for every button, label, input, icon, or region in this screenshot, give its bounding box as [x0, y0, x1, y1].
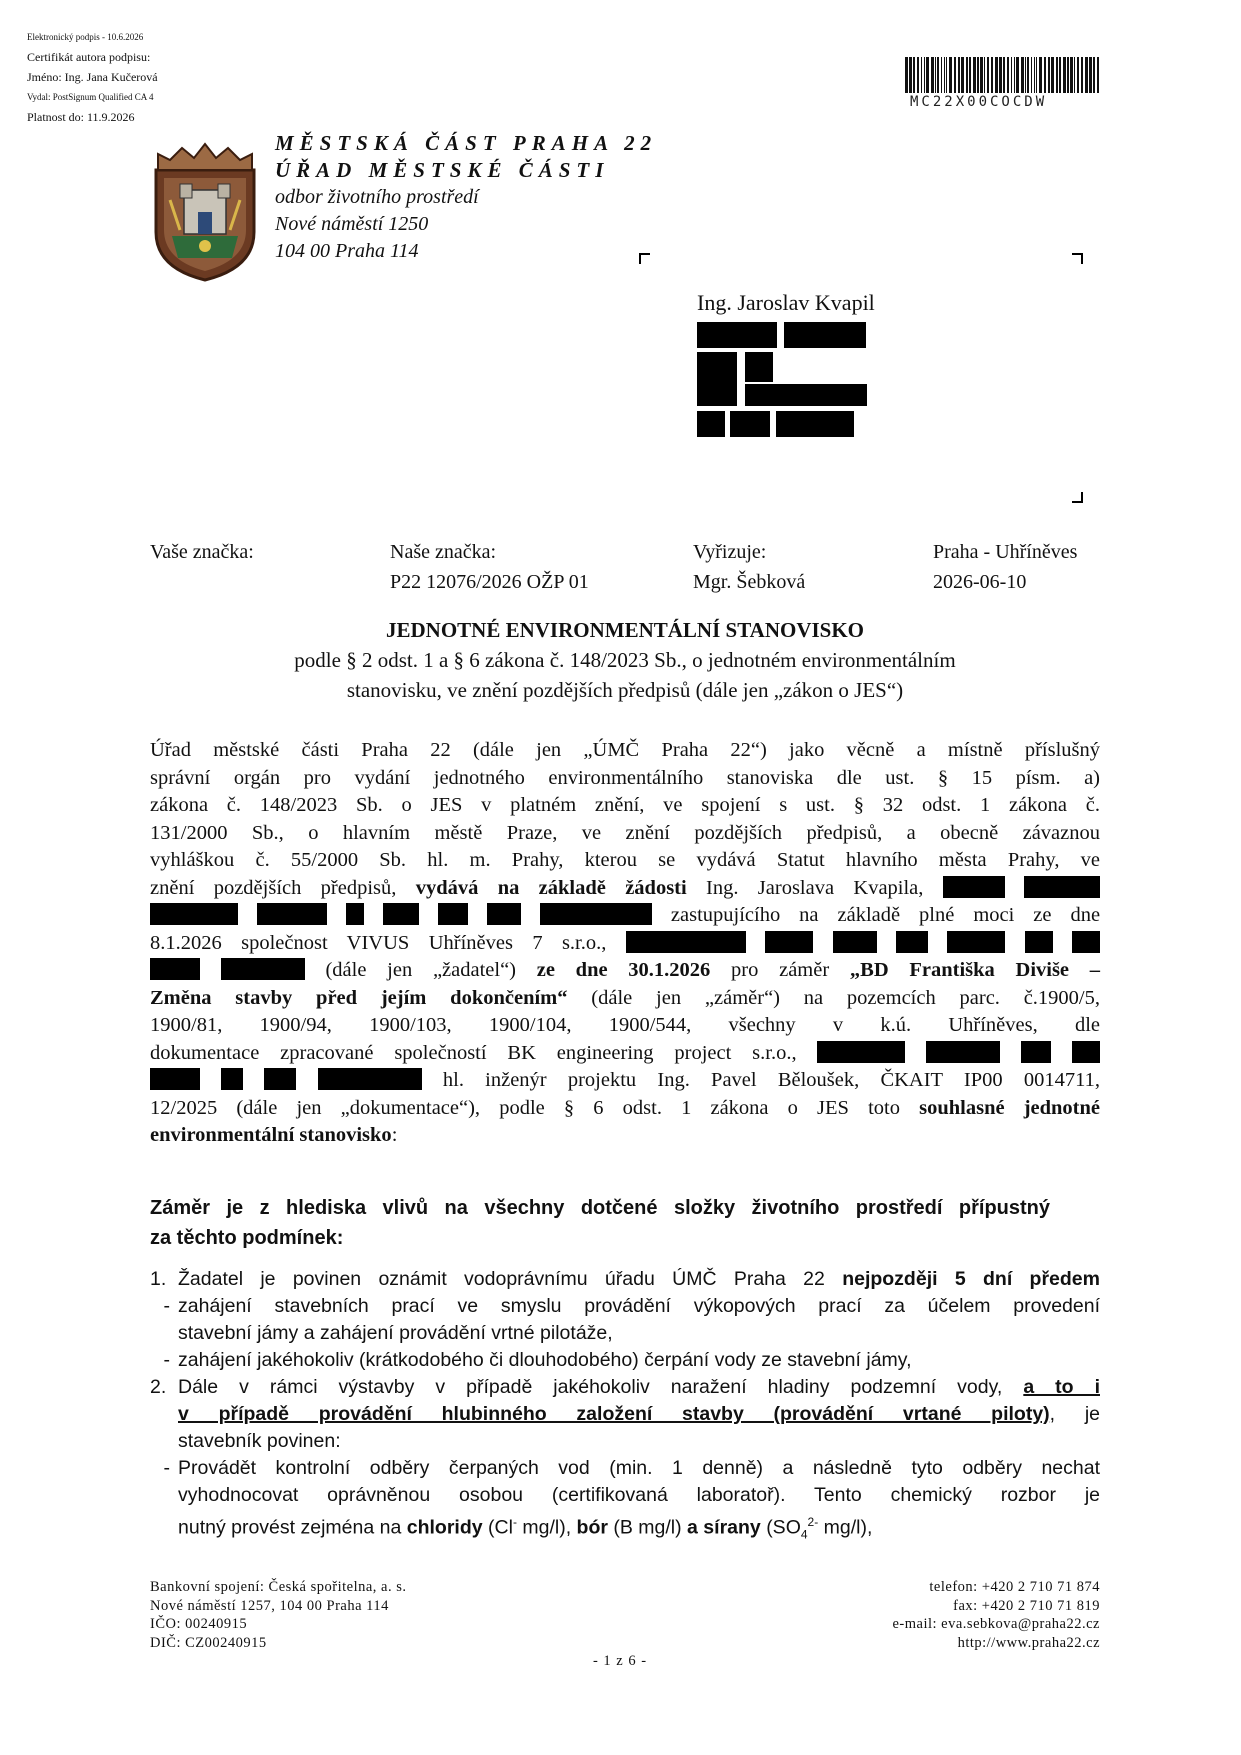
- barcode-bar: [946, 57, 947, 93]
- signature-info: [27, 27, 158, 127]
- body-text: :: [391, 1124, 398, 1146]
- list-item: [150, 1266, 1100, 1293]
- conditions-heading: [150, 1193, 1070, 1253]
- redaction-block: [346, 903, 364, 925]
- barcode: [905, 57, 1100, 93]
- body-line: vyhláškou č. 55/2000 Sb. hl. m. Prahy, kterou se vydává Statut hlavního města Prahy, ve: [150, 849, 1100, 871]
- list-line: [178, 1266, 1100, 1293]
- office-department-name: ÚŘAD MĚSTSKÉ ČÁSTI: [275, 158, 610, 182]
- barcode-bar: [1011, 57, 1012, 93]
- barcode-bar: [1025, 57, 1026, 93]
- barcode-bar: [1063, 57, 1066, 93]
- office-department: odbor životního prostředí: [275, 186, 479, 208]
- your-reference: [150, 537, 254, 567]
- list-text-bold: nejpozději 5 dní předem: [842, 1268, 1100, 1290]
- list-text-bold: chloridy: [406, 1516, 483, 1539]
- body-text: 8.1.2026 společnost VIVUS Uhříněves 7 s.r.o.,: [150, 931, 607, 954]
- barcode-bar: [966, 57, 968, 93]
- barcode-bar: [1074, 57, 1075, 93]
- handled-by-value: Mgr. Šebková: [693, 571, 806, 593]
- body-text-bold: vydává na základě žádosti: [415, 876, 687, 899]
- barcode-bar: [1059, 57, 1061, 93]
- barcode-bar: [958, 57, 960, 93]
- redaction-block: [745, 384, 867, 406]
- barcode-bar: [944, 57, 945, 93]
- redaction-block: [1021, 1041, 1051, 1063]
- barcode-bar: [931, 57, 934, 93]
- redaction-block: [697, 411, 725, 437]
- barcode-bar: [935, 57, 936, 93]
- our-reference-label: Naše značka:: [390, 541, 497, 563]
- coat-of-arms-icon: [150, 140, 260, 282]
- list-line: vyhodnocovat oprávněnou osobou (certifikovaná laboratoř). Tento chemický rozbor je: [178, 1484, 1100, 1506]
- document-title-block: [150, 615, 1100, 705]
- superscript: 2-: [807, 1515, 819, 1529]
- address-window-corner: [639, 253, 650, 264]
- list-item: [150, 1293, 1100, 1347]
- barcode-bar: [921, 57, 922, 93]
- body-text: dokumentace zpracované společností BK engineering project s.r.o.,: [150, 1041, 797, 1064]
- handled-by-label: Vyřizuje:: [693, 541, 767, 563]
- barcode-bar: [987, 57, 989, 93]
- signature-line: Certifikát autora podpisu:: [27, 50, 151, 64]
- body-text: hl. inženýr projektu Ing. Pavel Běloušek, ČKAIT IP00 0014711,: [442, 1069, 1100, 1091]
- footer-web[interactable]: http://www.praha22.cz: [957, 1634, 1100, 1651]
- list-text: (Cl: [488, 1516, 513, 1539]
- list-line: zahájení jakéhokoliv (krátkodobého či dlouhodobého) čerpání vody ze stavební jámy,: [178, 1349, 912, 1371]
- body-line: [150, 902, 1100, 930]
- barcode-bar: [1014, 57, 1015, 93]
- subscript: 4: [800, 1527, 808, 1542]
- body-line: 1900/81, 1900/94, 1900/103, 1900/104, 1900/544, všechny v k.ú. Uhříněves, dle: [150, 1014, 1100, 1036]
- redaction-block: [221, 958, 305, 980]
- list-dash: -: [163, 1295, 170, 1317]
- barcode-bar: [984, 57, 985, 93]
- list-number: 2.: [150, 1376, 167, 1398]
- redaction-block: [626, 931, 746, 953]
- barcode-bar: [1036, 57, 1037, 93]
- redaction-block: [833, 931, 877, 953]
- barcode-bar: [1039, 57, 1042, 93]
- office-street: Nové náměstí 1250: [275, 213, 429, 235]
- barcode-bar: [1003, 57, 1005, 93]
- list-text: nutný provést zejména na: [178, 1516, 402, 1539]
- barcode-bar: [1097, 57, 1099, 93]
- page-number: - 1 z 6 -: [592, 1653, 648, 1669]
- barcode-bar: [954, 57, 956, 93]
- body-line: [150, 985, 1100, 1013]
- redaction-block: [257, 903, 327, 925]
- redaction-block: [1072, 1041, 1100, 1063]
- list-text: , je: [1049, 1403, 1100, 1425]
- conditions-heading-line: za těchto podmínek:: [150, 1227, 344, 1249]
- conditions-heading-line: Záměr je z hlediska vlivů na všechny dotčené složky životního prostředí přípustný: [150, 1197, 1050, 1219]
- list-line: zahájení stavebních prací ve smyslu provádění výkopových prací za účelem provedení: [178, 1295, 1100, 1317]
- document-subtitle-line: podle § 2 odst. 1 a § 6 zákona č. 148/2023 Sb., o jednotném environmentálním: [294, 648, 956, 672]
- list-text-bold: a sírany: [687, 1516, 761, 1539]
- barcode-bar: [1044, 57, 1046, 93]
- body-line: správní orgán pro vydání jednotného environmentálního stanoviska dle ust. § 15 písm. a): [150, 766, 1100, 789]
- office-header: [275, 130, 657, 265]
- list-text: mg/l),: [818, 1516, 873, 1539]
- barcode-bar: [961, 57, 964, 93]
- redaction-block: [540, 903, 652, 925]
- barcode-bar: [926, 57, 929, 93]
- list-line: stavebník povinen:: [178, 1430, 341, 1452]
- redaction-block: [150, 903, 238, 925]
- list-text: (SO: [766, 1516, 801, 1539]
- footer-fax: fax: +420 2 710 71 819: [953, 1597, 1100, 1614]
- barcode-bar: [977, 57, 979, 93]
- list-item: [150, 1374, 1100, 1455]
- footer-dic: DIČ: CZ00240915: [150, 1634, 267, 1651]
- signature-line: Jméno: Ing. Jana Kučerová: [27, 70, 158, 84]
- office-name: MĚSTSKÁ ČÁST PRAHA 22: [275, 131, 658, 155]
- redaction-block: [947, 931, 1005, 953]
- office-city: 104 00 Praha 114: [275, 240, 419, 262]
- barcode-bar: [980, 57, 983, 93]
- body-text-bold: environmentální stanovisko: [150, 1124, 392, 1146]
- body-line: [150, 1040, 1100, 1068]
- document-subtitle-line: stanovisku, ve znění pozdějších předpisů (dále jen „zákon o JES“): [346, 678, 904, 702]
- redaction-block: [765, 931, 813, 953]
- signature-line: Vydal: PostSignum Qualified CA 4: [27, 92, 154, 102]
- body-line: Úřad městské části Praha 22 (dále jen „ÚMČ Praha 22“) jako věcně a místně příslušný: [150, 739, 1100, 761]
- body-line: [150, 930, 1100, 958]
- footer-email[interactable]: e-mail: eva.sebkova@praha22.cz: [892, 1616, 1100, 1632]
- redaction-block: [1072, 931, 1100, 953]
- barcode-bar: [949, 57, 952, 93]
- barcode-bar: [1089, 57, 1092, 93]
- redaction-block: [745, 352, 773, 382]
- list-text-bold: a to i: [1023, 1376, 1100, 1398]
- redaction-block: [221, 1068, 243, 1090]
- barcode-bar: [1067, 57, 1069, 93]
- barcode-bar: [1085, 57, 1088, 93]
- redaction-block: [438, 903, 468, 925]
- body-text: pro záměr: [731, 959, 830, 981]
- body-text: Ing. Jaroslava Kvapila,: [706, 876, 924, 899]
- barcode-bar: [941, 57, 942, 93]
- barcode-bar: [969, 57, 971, 93]
- address-window-corner: [1072, 253, 1083, 264]
- barcode-bar: [1048, 57, 1050, 93]
- address-window-corner: [1072, 492, 1083, 503]
- body-text-bold: souhlasné jednotné: [919, 1096, 1101, 1119]
- body-text: zastupujícího na základě plné moci ze dne: [670, 904, 1101, 926]
- barcode-bar: [999, 57, 1002, 93]
- barcode-bar: [1031, 57, 1032, 93]
- barcode-text: MC22X00COCDW: [910, 94, 1048, 110]
- barcode-bar: [995, 57, 998, 93]
- redaction-block: [697, 322, 777, 348]
- redaction-block: [943, 876, 1005, 898]
- list-text: mg/l),: [516, 1516, 572, 1539]
- redaction-block: [318, 1068, 422, 1090]
- barcode-bar: [924, 57, 925, 93]
- redaction-block: [1024, 876, 1100, 898]
- recipient-name: Ing. Jaroslav Kvapil: [697, 290, 875, 315]
- redaction-block: [896, 931, 928, 953]
- body-text: 12/2025 (dále jen „dokumentace“), podle § 6 odst. 1 zákona o JES toto: [150, 1096, 900, 1119]
- body-text: znění pozdějších předpisů,: [150, 876, 397, 899]
- barcode-bar: [905, 57, 908, 93]
- barcode-bar: [913, 57, 915, 93]
- redaction-block: [776, 411, 854, 437]
- barcode-bar: [909, 57, 912, 93]
- our-reference: [390, 537, 589, 597]
- footer-right: [800, 1578, 1100, 1652]
- barcode-bar: [1070, 57, 1073, 93]
- barcode-bar: [1007, 57, 1009, 93]
- body-text: (dále jen „žadatel“): [325, 959, 517, 981]
- list-text: Žadatel je povinen oznámit vodoprávnímu úřadu ÚMČ Praha 22: [178, 1268, 825, 1290]
- redaction-block: [383, 903, 419, 925]
- barcode-bar: [1027, 57, 1029, 93]
- signature-line: Platnost do: 11.9.2026: [27, 110, 135, 124]
- list-dash: -: [163, 1349, 170, 1371]
- footer-address: Nové náměstí 1257, 104 00 Praha 114: [150, 1597, 389, 1614]
- list-text-bold: bór: [576, 1516, 608, 1539]
- list-line: Provádět kontrolní odběry čerpaných vod (min. 1 denně) a následně tyto odběry nechat: [178, 1457, 1100, 1479]
- redaction-block: [784, 322, 866, 348]
- barcode-bar: [917, 57, 919, 93]
- project-name: „BD Františka Diviše –: [849, 959, 1101, 981]
- barcode-bar: [937, 57, 939, 93]
- body-paragraph: [150, 737, 1100, 1150]
- body-text: (dále jen „záměr“) na pozemcích parc. č.1900/5,: [591, 986, 1101, 1009]
- footer-ico: IČO: 00240915: [150, 1616, 248, 1632]
- list-number: 1.: [150, 1268, 167, 1290]
- redaction-block: [487, 903, 521, 925]
- list-text: Dále v rámci výstavby v případě jakéhokoliv naražení hladiny podzemní vody,: [178, 1376, 1003, 1398]
- signature-line: Elektronický podpis - 10.6.2026: [27, 32, 144, 42]
- conditions-list: [150, 1266, 1100, 1542]
- redaction-block: [926, 1041, 1000, 1063]
- list-text-bold: v případě provádění hlubinného založení stavby (provádění vrtané piloty): [178, 1403, 1050, 1425]
- body-line: zákona č. 148/2023 Sb. o JES v platném znění, ve spojení s ust. § 32 odst. 1 zákona č.: [150, 794, 1100, 816]
- barcode-bar: [1034, 57, 1035, 93]
- date: 2026-06-10: [933, 571, 1027, 593]
- list-text: (B mg/l): [613, 1516, 682, 1539]
- list-item: [150, 1347, 1100, 1374]
- place-date: [933, 537, 1077, 597]
- handled-by: [693, 537, 805, 597]
- barcode-bar: [1016, 57, 1019, 93]
- barcode-bar: [973, 57, 976, 93]
- redaction-block: [817, 1041, 905, 1063]
- project-name: Změna stavby před jejím dokončením“: [150, 986, 568, 1009]
- footer-left: [150, 1578, 407, 1652]
- body-text-bold: ze dne 30.1.2026: [536, 959, 711, 981]
- barcode-bar: [991, 57, 993, 93]
- list-line: [178, 1509, 1100, 1542]
- body-line: [150, 875, 1100, 903]
- list-line: stavební jámy a zahájení provádění vrtné pilotáže,: [178, 1322, 613, 1344]
- body-line: [150, 1067, 1100, 1095]
- barcode-bar: [1051, 57, 1054, 93]
- barcode-bar: [1093, 57, 1095, 93]
- body-line: [150, 1095, 1100, 1123]
- superscript: -: [512, 1515, 517, 1529]
- redaction-block: [730, 411, 770, 437]
- list-item: [150, 1455, 1100, 1542]
- list-dash: -: [163, 1457, 170, 1479]
- document-title: JEDNOTNÉ ENVIRONMENTÁLNÍ STANOVISKO: [385, 618, 865, 642]
- barcode-bar: [1021, 57, 1024, 93]
- barcode-bar: [1077, 57, 1079, 93]
- body-line: [150, 1122, 1100, 1150]
- redaction-block: [697, 352, 737, 406]
- list-line: [178, 1401, 1100, 1428]
- redaction-block: [1025, 931, 1053, 953]
- place: Praha - Uhříněves: [933, 541, 1078, 563]
- our-reference-value: P22 12076/2026 OŽP 01: [390, 571, 589, 593]
- body-line: [150, 957, 1100, 985]
- your-reference-label: Vaše značka:: [150, 541, 254, 563]
- footer-bank: Bankovní spojení: Česká spořitelna, a. s.: [150, 1579, 407, 1595]
- redaction-block: [150, 958, 200, 980]
- footer-phone: telefon: +420 2 710 71 874: [929, 1579, 1100, 1595]
- barcode-bar: [1081, 57, 1083, 93]
- list-line: [178, 1374, 1100, 1401]
- body-line: 131/2000 Sb., o hlavním městě Praze, ve znění pozdějších předpisů, a obecně závaznou: [150, 821, 1100, 844]
- barcode-bar: [1056, 57, 1058, 93]
- redaction-block: [264, 1068, 296, 1090]
- redaction-block: [150, 1068, 200, 1090]
